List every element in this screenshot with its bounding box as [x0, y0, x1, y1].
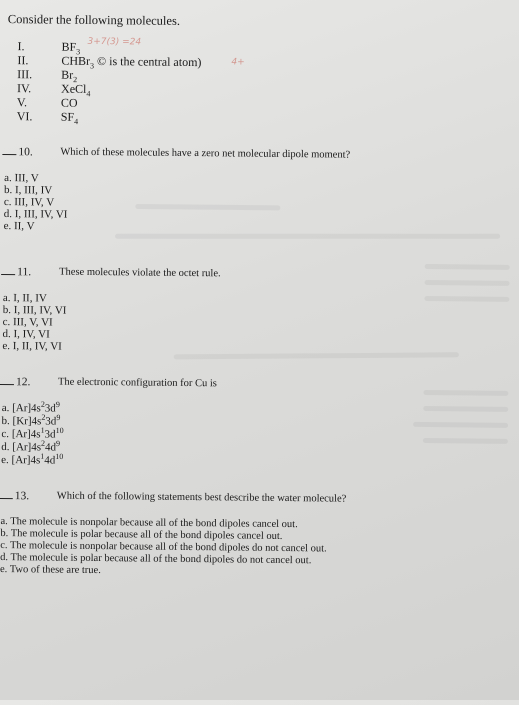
molecule-formula: $Br_2$	[61, 67, 78, 85]
molecule-roman: III.	[17, 67, 33, 82]
config-answer-option: b. $[Kr]4s^23d^9$	[1, 412, 61, 428]
molecule-roman: I.	[17, 39, 25, 54]
answer-option: e. II, V	[3, 220, 35, 233]
answer-option: a. III, V	[4, 172, 39, 185]
answer-option: d. I, III, IV, VI	[3, 208, 68, 221]
molecule-formula: $SF_4$	[60, 109, 79, 127]
molecule-roman: V.	[16, 95, 28, 110]
question-text: These molecules violate the octet rule.	[59, 266, 221, 280]
molecule-formula: $BF_3$	[61, 39, 81, 57]
answer-option: d. The molecule is polar because all of the bond dipoles do not cancel out.	[0, 552, 312, 567]
molecule-roman: IV.	[17, 81, 32, 96]
question-text: Which of these molecules have a zero net molecular dipole moment?	[60, 146, 351, 161]
answer-option: d. I, IV, VI	[2, 328, 50, 341]
question-number: 11.	[1, 266, 31, 278]
answer-option: c. III, IV, V	[3, 196, 55, 209]
question-number: 10.	[2, 146, 32, 158]
intro-text: Consider the following molecules.	[7, 12, 181, 28]
molecule-roman: II.	[17, 53, 29, 68]
answer-option: b. I, III, IV	[3, 184, 53, 197]
answer-option: b. The molecule is polar because all of the bond dipoles cancel out.	[0, 528, 283, 542]
answer-option: c. The molecule is nonpolar because all of the bond dipoles do not cancel out.	[0, 540, 327, 555]
config-answer-option: d. $[Ar]4s^24d^9$	[1, 438, 61, 454]
answer-option: e. Two of these are true.	[0, 564, 101, 577]
answer-option: c. III, V, VI	[2, 316, 53, 329]
molecule-formula: XeCl$_4$	[61, 81, 91, 99]
config-answer-option: c. $[Ar]4s^13d^{10}$	[1, 425, 64, 441]
handwritten-note: 3+7(3) =24	[87, 36, 142, 48]
molecule-roman: VI.	[16, 109, 33, 124]
molecule-formula: CHBr$_3$ © is the central atom)	[61, 53, 202, 71]
question-number: 12.	[0, 376, 30, 388]
question-number: 13.	[0, 490, 29, 502]
config-answer-option: a. $[Ar]4s^23d^9$	[1, 399, 60, 415]
answer-option: b. I, III, IV, VI	[2, 304, 67, 317]
config-answer-option: e. $[Ar]4s^14d^{10}$	[1, 451, 64, 467]
answer-option: a. I, II, IV	[2, 292, 47, 305]
molecule-formula: CO	[60, 95, 78, 110]
question-text: Which of the following statements best describe the water molecule?	[56, 490, 347, 505]
answer-option: a. The molecule is nonpolar because all of the bond dipoles cancel out.	[0, 516, 298, 531]
handwritten-note: 4+	[231, 57, 245, 68]
answer-option: e. I, II, IV, VI	[2, 340, 62, 353]
question-text: The electronic configuration for Cu is	[57, 376, 217, 390]
